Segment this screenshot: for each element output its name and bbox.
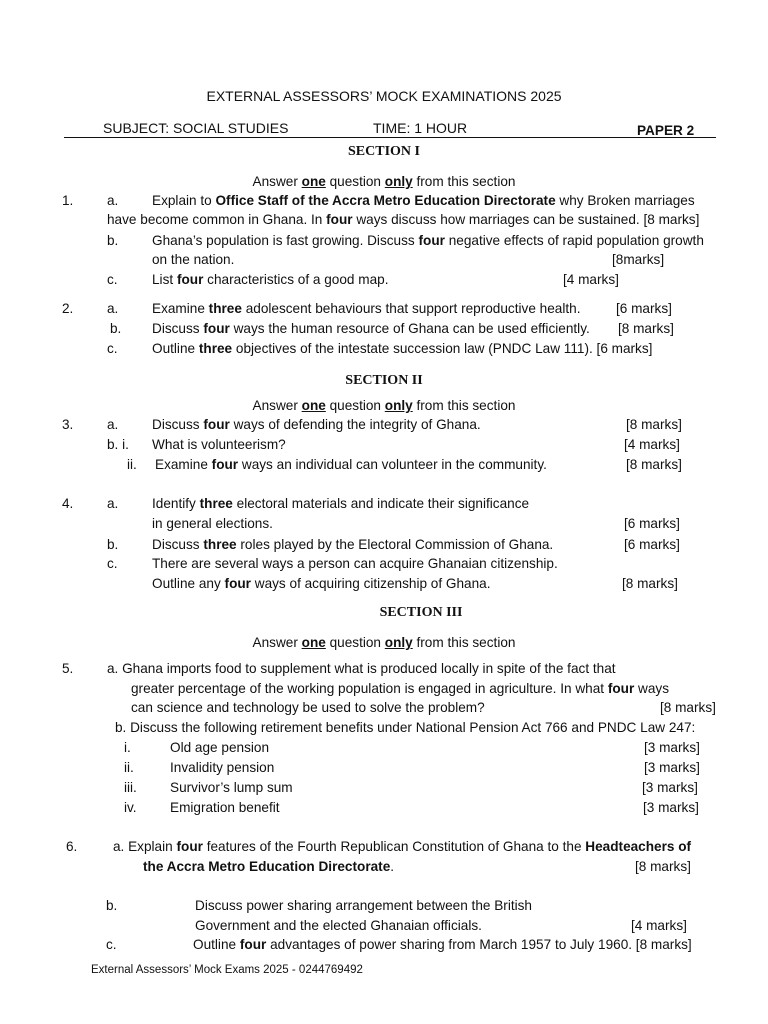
- q2-number: 2.: [62, 301, 74, 316]
- q1c-label: c.: [107, 272, 118, 287]
- q1a-label: a.: [107, 193, 119, 208]
- q3-number: 3.: [62, 417, 74, 432]
- header-rule: [64, 137, 716, 138]
- q1b-line1: Ghana’s population is fast growing. Discuss four negative effects of rapid population growth: [152, 233, 704, 248]
- q4a-marks: [6 marks]: [624, 516, 680, 531]
- q5b-line1: b. Discuss the following retirement benefits under National Pension Act 766 and PNDC Law 247:: [115, 720, 696, 735]
- q5b-item-marks: [3 marks]: [644, 760, 700, 775]
- q4b-label: b.: [107, 537, 119, 552]
- q3bi-text: What is volunteerism?: [152, 437, 286, 452]
- q4c-line2: Outline any four ways of acquiring citizenship of Ghana.: [152, 576, 491, 591]
- q4a-label: a.: [107, 496, 119, 511]
- page-footer: External Assessors’ Mock Exams 2025 - 0244769492: [91, 964, 363, 976]
- q1b-line2: on the nation.: [152, 252, 235, 267]
- q2a-label: a.: [107, 301, 119, 316]
- q1c-text: List four characteristics of a good map.: [152, 272, 389, 287]
- subject-label: SUBJECT: SOCIAL STUDIES: [103, 120, 289, 136]
- q5b-item-text: Survivor’s lump sum: [170, 780, 293, 795]
- q4c-label: c.: [107, 556, 118, 571]
- paper-label: PAPER 2: [637, 123, 695, 138]
- q4c-line1: There are several ways a person can acquire Ghanaian citizenship.: [152, 556, 558, 571]
- q2b-marks: [8 marks]: [618, 321, 674, 336]
- q2a-text: Examine three adolescent behaviours that support reproductive health.: [152, 301, 581, 316]
- q5a-line3: can science and technology be used to solve the problem?: [131, 700, 485, 715]
- q3a-text: Discuss four ways of defending the integrity of Ghana.: [152, 417, 481, 432]
- q5b-item-text: Old age pension: [170, 740, 270, 755]
- section-2-title: SECTION II: [345, 373, 423, 388]
- q4c-marks: [8 marks]: [622, 576, 678, 591]
- q5b-item-label: i.: [124, 740, 131, 755]
- q5b-item-marks: [3 marks]: [642, 780, 698, 795]
- q4-number: 4.: [62, 496, 74, 511]
- q5b-item-label: iv.: [124, 800, 137, 815]
- q6a-line2: the Accra Metro Education Directorate.: [143, 859, 395, 874]
- q5a-line2: greater percentage of the working population is engaged in agriculture. In what four ways: [131, 681, 670, 696]
- q2c-label: c.: [107, 341, 118, 356]
- q4a-line2: in general elections.: [152, 516, 273, 531]
- q2a-marks: [6 marks]: [616, 301, 672, 316]
- q6c-label: c.: [106, 937, 117, 952]
- section-1-title: SECTION I: [348, 144, 420, 159]
- q6b-line1: Discuss power sharing arrangement between the British: [195, 898, 532, 913]
- q6c-text: Outline four advantages of power sharing from March 1957 to July 1960. [8 marks]: [193, 937, 692, 952]
- q6a-line1: a. Explain four features of the Fourth Republican Constitution of Ghana to the Headteachers of: [113, 839, 692, 854]
- q1-number: 1.: [62, 193, 74, 208]
- q5b-item-label: iii.: [124, 780, 137, 795]
- section-1-instruction: Answer one question only from this section: [252, 174, 516, 189]
- q6-number: 6.: [66, 839, 78, 854]
- q5b-item-text: Emigration benefit: [170, 800, 280, 815]
- q6a-marks: [8 marks]: [635, 859, 691, 874]
- q1c-marks: [4 marks]: [563, 272, 619, 287]
- q5b-item-marks: [3 marks]: [644, 740, 700, 755]
- q3bii-label: ii.: [127, 457, 137, 472]
- time-label: TIME: 1 HOUR: [373, 120, 468, 136]
- section-3-instruction: Answer one question only from this section: [252, 635, 516, 650]
- q1a-line1: Explain to Office Staff of the Accra Metro Education Directorate why Broken marriages: [152, 193, 695, 208]
- q2c-text: Outline three objectives of the intestate succession law (PNDC Law 111). [6 marks]: [152, 341, 653, 356]
- q5a-line1: a. Ghana imports food to supplement what is produced locally in spite of the fact that: [107, 661, 616, 676]
- q3bi-label: b. i.: [107, 437, 129, 452]
- q6b-line2: Government and the elected Ghanaian officials.: [195, 918, 482, 933]
- section-3-title: SECTION III: [379, 605, 463, 620]
- q3a-label: a.: [107, 417, 119, 432]
- q6b-label: b.: [106, 898, 118, 913]
- q6b-marks: [4 marks]: [631, 918, 687, 933]
- q2b-text: Discuss four ways the human resource of Ghana can be used efficiently.: [152, 321, 590, 336]
- q3bii-text: Examine four ways an individual can volunteer in the community.: [155, 457, 547, 472]
- q1b-label: b.: [107, 233, 119, 248]
- q3bii-marks: [8 marks]: [626, 457, 682, 472]
- q5b-item-label: ii.: [124, 760, 134, 775]
- q5a-marks: [8 marks]: [660, 700, 716, 715]
- q5b-item-marks: [3 marks]: [643, 800, 699, 815]
- q3bi-marks: [4 marks]: [624, 437, 680, 452]
- q4b-marks: [6 marks]: [624, 537, 680, 552]
- q3a-marks: [8 marks]: [626, 417, 682, 432]
- q2b-label: b.: [110, 321, 122, 336]
- q4b-text: Discuss three roles played by the Electoral Commission of Ghana.: [152, 537, 554, 552]
- q5-number: 5.: [62, 661, 74, 676]
- section-2-instruction: Answer one question only from this section: [252, 398, 516, 413]
- exam-title: EXTERNAL ASSESSORS’ MOCK EXAMINATIONS 2025: [206, 88, 562, 104]
- q1a-line2: have become common in Ghana. In four ways discuss how marriages can be sustained. [8 marks]: [107, 212, 700, 227]
- q5b-item-text: Invalidity pension: [170, 760, 275, 775]
- q4a-line1: Identify three electoral materials and indicate their significance: [152, 496, 530, 511]
- q1b-marks: [8marks]: [612, 252, 665, 267]
